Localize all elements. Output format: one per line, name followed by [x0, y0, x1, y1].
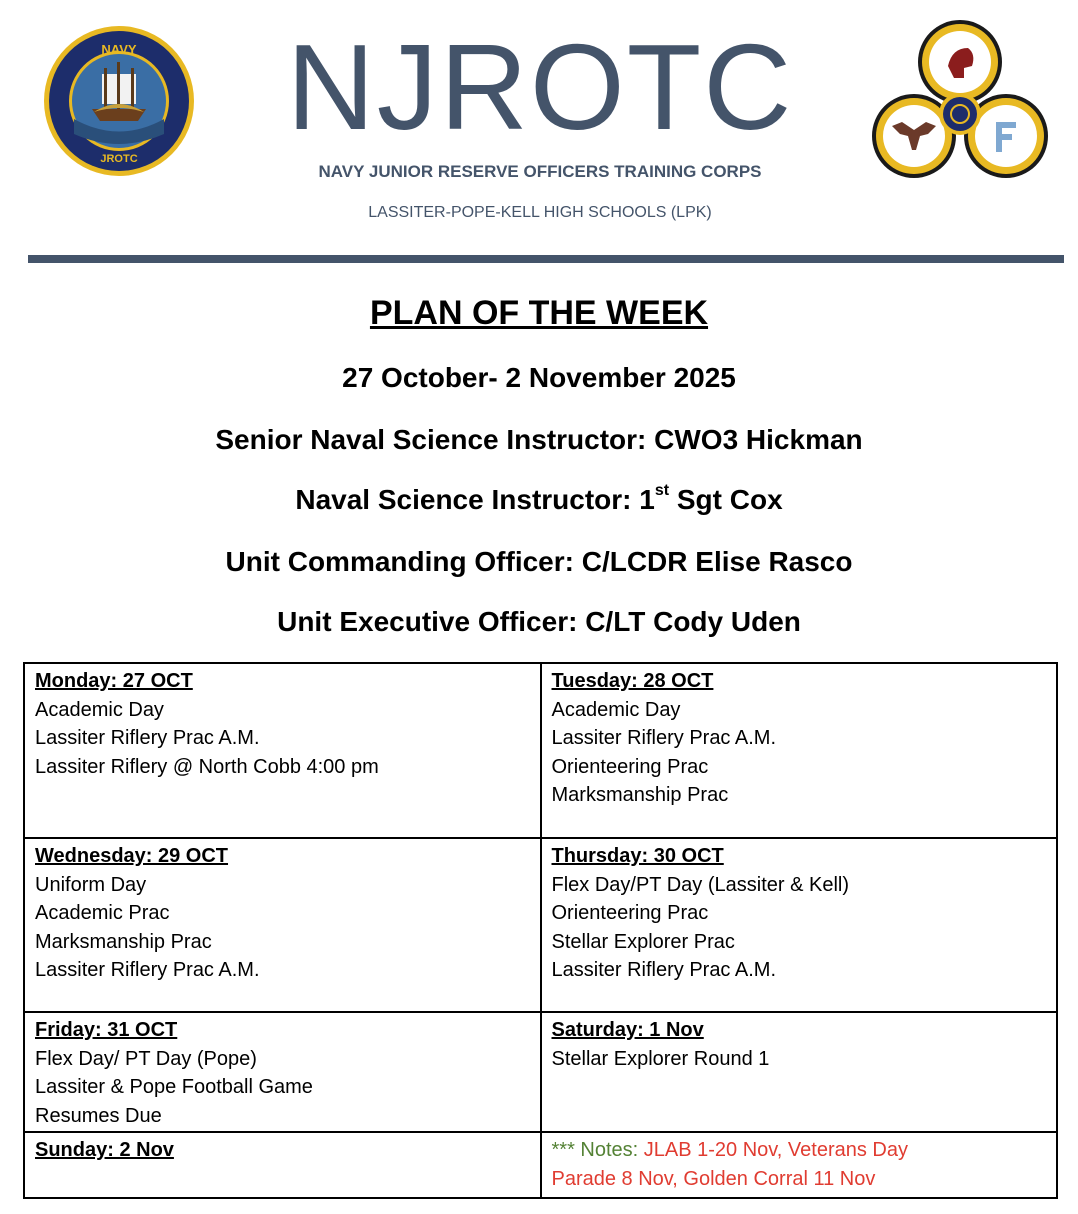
list-item: Academic Day	[551, 698, 681, 721]
notes-cell	[541, 1132, 1058, 1198]
list-item: Lassiter Riflery Prac A.M.	[551, 727, 777, 749]
saturday-title: Saturday: 1 Nov	[551, 1019, 704, 1041]
brand-subtitle: NAVY JUNIOR RESERVE OFFICERS TRAINING CORPS	[318, 162, 762, 181]
notes-label: Notes:	[574, 1139, 639, 1161]
list-item: Lassiter Riflery Prac A.M.	[35, 727, 260, 749]
plan-heading: PLAN OF THE WEEK	[369, 294, 709, 332]
list-item: Academic Prac	[35, 902, 170, 924]
thursday-cell	[541, 838, 1058, 1012]
list-item: Lassiter & Pope Football Game	[35, 1076, 313, 1098]
monday-title: Monday: 27 OCT	[35, 670, 193, 692]
list-item: Academic Day	[35, 698, 164, 721]
sunday-title: Sunday: 2 Nov	[35, 1139, 174, 1161]
table-row	[24, 663, 1057, 838]
table-row	[24, 1132, 1057, 1198]
wednesday-title: Wednesday: 29 OCT	[35, 845, 229, 867]
list-item: Lassiter Riflery Prac A.M.	[551, 959, 777, 981]
brand-title: NJROTC	[286, 19, 794, 155]
sunday-cell	[24, 1132, 541, 1198]
notes-text-line1: JLAB 1-20 Nov, Veterans Day	[638, 1139, 908, 1161]
plan-dates: 27 October- 2 November 2025	[342, 362, 736, 393]
lpk-schools-emblem-logo	[872, 18, 1048, 180]
list-item: Stellar Explorer Round 1	[551, 1047, 770, 1070]
list-item: Lassiter Riflery Prac A.M.	[35, 959, 260, 981]
weekly-schedule-table	[23, 662, 1058, 1199]
monday-cell	[24, 663, 541, 838]
list-item: Flex Day/ PT Day (Pope)	[35, 1047, 257, 1070]
table-row	[24, 838, 1057, 1012]
list-item: Orienteering Prac	[551, 902, 709, 924]
commanding-officer-line: Unit Commanding Officer: C/LCDR Elise Rasco	[225, 546, 853, 577]
senior-instructor-line: Senior Naval Science Instructor: CWO3 Hickman	[215, 424, 863, 455]
friday-title: Friday: 31 OCT	[35, 1019, 178, 1041]
list-item: Orienteering Prac	[551, 755, 709, 778]
list-item: Flex Day/PT Day (Lassiter & Kell)	[551, 873, 849, 896]
list-item: Stellar Explorer Prac	[551, 930, 735, 953]
school-name: LASSITER-POPE-KELL HIGH SCHOOLS (LPK)	[368, 204, 712, 221]
notes-text-line2: Parade 8 Nov, Golden Corral 11 Nov	[551, 1167, 876, 1190]
tuesday-cell	[541, 663, 1058, 838]
thursday-title: Thursday: 30 OCT	[551, 845, 724, 867]
list-item: Uniform Day	[35, 873, 147, 896]
seal-bottom-text: JROTC	[100, 153, 138, 165]
header-divider	[28, 255, 1064, 263]
seal-top-text: NAVY	[101, 42, 137, 57]
tuesday-title: Tuesday: 28 OCT	[551, 670, 714, 692]
wednesday-cell	[24, 838, 541, 1012]
navy-jrotc-seal-logo	[42, 24, 196, 178]
instructor-prefix: Naval Science Instructor: 1	[295, 484, 655, 515]
list-item: Marksmanship Prac	[35, 930, 212, 953]
executive-officer-line: Unit Executive Officer: C/LT Cody Uden	[277, 606, 801, 637]
friday-cell	[24, 1012, 541, 1132]
notes-stars: ***	[551, 1139, 575, 1161]
list-item: Resumes Due	[35, 1104, 162, 1127]
list-item: Lassiter Riflery @ North Cobb 4:00 pm	[35, 755, 379, 778]
list-item: Marksmanship Prac	[551, 784, 729, 806]
instructor-ordinal: st	[654, 481, 670, 499]
instructor-suffix: Sgt Cox	[669, 484, 783, 515]
saturday-cell	[541, 1012, 1058, 1132]
instructor-line	[0, 481, 1078, 516]
table-row	[24, 1012, 1057, 1132]
